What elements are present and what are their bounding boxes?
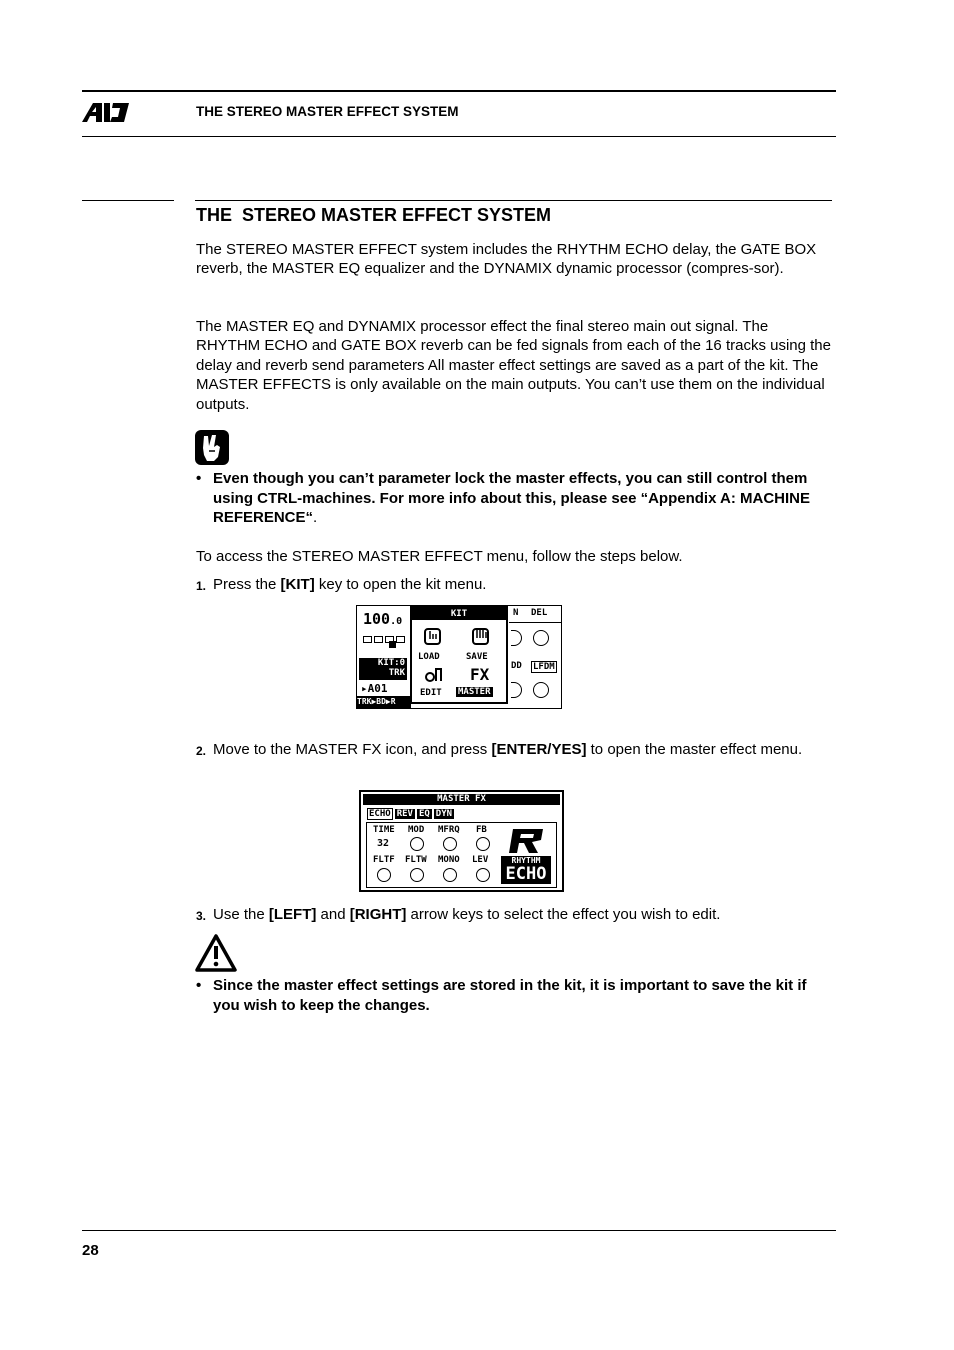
param-label: MFRQ <box>438 825 460 835</box>
brand-block <box>501 856 551 884</box>
tab-eq[interactable]: EQ <box>418 809 430 819</box>
tempo-decimal: .0 <box>390 616 403 627</box>
key-label: [LEFT] <box>268 906 317 923</box>
kit-label: KIT:0 <box>377 658 405 668</box>
bullet-dot: • <box>196 470 202 487</box>
param-label: MOD <box>408 825 425 835</box>
step-number: 2. <box>196 744 207 758</box>
step-text: and <box>316 906 350 923</box>
tab-dyn[interactable]: DYN <box>435 809 453 819</box>
right-label-lfdm: LFDM <box>533 662 555 672</box>
section-title: THE STEREO MASTER EFFECT SYSTEM <box>196 205 552 225</box>
warning-text: Since the master effect settings are stored in the kit, it is important to save the kit if you wish to keep the changes. <box>213 977 807 1014</box>
step-number: 3. <box>196 909 207 923</box>
tempo-display <box>363 610 402 628</box>
right-label-dd: DD <box>511 661 522 671</box>
tempo-value: 100 <box>363 610 391 628</box>
right-label-n: N <box>513 608 519 618</box>
tip-bullet <box>196 469 836 528</box>
param-label: FB <box>476 825 487 835</box>
knob-icon[interactable] <box>377 868 391 882</box>
knob-icon <box>511 682 522 698</box>
knob-icon <box>533 630 549 646</box>
effect-tabs <box>367 809 454 820</box>
load-icon <box>424 626 442 646</box>
header-top-rule <box>82 90 836 92</box>
knob-icon[interactable] <box>443 837 457 851</box>
knob-icon[interactable] <box>476 837 490 851</box>
time-value: 32 <box>377 838 390 849</box>
intro-paragraph: The STEREO MASTER EFFECT system includes the RHYTHM ECHO delay, the GATE BOX reverb, the MASTER EQ equalizer and the DYNAMIX dynamic processor (compres-sor). <box>196 241 817 278</box>
step-3 <box>196 905 836 925</box>
param-label: FLTF <box>373 855 395 865</box>
key-label: [RIGHT] <box>349 906 407 923</box>
param-label: FLTW <box>405 855 427 865</box>
page-number: 28 <box>82 1242 99 1259</box>
kit-trk-block <box>359 658 407 680</box>
knob-icon[interactable] <box>410 837 424 851</box>
step-text: key to open the kit menu. <box>314 576 487 593</box>
edit-icon <box>424 666 444 682</box>
rhythm-echo-logo-icon <box>507 828 547 854</box>
details-paragraph: The MASTER EQ and DYNAMIX processor effect the final stereo main out signal. The RHYTHM ECHO and GATE BOX reverb can be fed signals from each of the 16 tracks using the delay and reverb send parameters All master effect settings are saved as a part of the kit. The MASTER EFFECTS is only available on the main outputs. You can’t use them on the individual outputs. <box>196 318 831 413</box>
save-icon <box>472 626 490 646</box>
step-text: to open the master effect menu. <box>586 741 803 758</box>
edit-label: EDIT <box>420 688 442 698</box>
knob-icon[interactable] <box>410 868 424 882</box>
step-text: arrow keys to select the effect you wish to edit. <box>406 906 721 923</box>
kit-menu-screenshot <box>356 605 562 709</box>
step-2 <box>196 740 836 760</box>
key-label: [ENTER/YES] <box>491 741 587 758</box>
stop-icon <box>389 641 396 648</box>
load-label: LOAD <box>418 652 440 662</box>
header-title: THE STEREO MASTER EFFECT SYSTEM <box>196 104 459 119</box>
tip-tail: . <box>313 509 318 527</box>
param-label: LEV <box>472 855 489 865</box>
right-label-del: DEL <box>531 608 548 618</box>
steps-intro: To access the STEREO MASTER EFFECT menu, follow the steps below. <box>196 548 683 565</box>
warning-bullet <box>196 976 836 1015</box>
step-text: Move to the MASTER FX icon, and press <box>213 741 492 758</box>
margin-rule <box>82 200 174 201</box>
master-label: MASTER <box>458 687 491 697</box>
param-label: MONO <box>438 855 460 865</box>
tip-text: Even though you can’t parameter lock the master effects, you can still control them using CTRL-machines. For more info about this, please see “Appendix A: MACHINE REFERENCE“ <box>213 470 811 527</box>
key-label: [KIT] <box>280 576 315 593</box>
step-text: Use the <box>213 906 269 923</box>
header-bottom-rule <box>82 136 836 137</box>
bullet-dot: • <box>196 977 202 994</box>
section-rule <box>195 200 832 201</box>
elektron-logo-icon <box>82 103 130 122</box>
right-panel <box>509 606 561 708</box>
pattern-label: ▸A01 <box>361 682 388 695</box>
step-text: Press the <box>213 576 281 593</box>
save-label: SAVE <box>466 652 488 662</box>
tab-rev[interactable]: REV <box>396 809 413 819</box>
trk-label: TRK <box>388 668 405 678</box>
warning-triangle-icon <box>195 934 237 972</box>
brand-big: ECHO <box>505 864 547 884</box>
knob-icon <box>511 630 522 646</box>
knob-icon[interactable] <box>476 868 490 882</box>
master-fx-screenshot <box>359 790 564 892</box>
brand-small: RHYTHM <box>511 856 541 865</box>
bottom-bar: TRK▶BD▶R <box>357 696 411 708</box>
footer-rule <box>82 1230 836 1231</box>
kit-popup <box>410 606 508 704</box>
tab-echo[interactable]: ECHO <box>369 809 391 819</box>
knob-icon[interactable] <box>443 868 457 882</box>
step-1 <box>196 575 836 595</box>
hand-tip-icon <box>195 430 229 465</box>
popup-title-bar: KIT <box>412 608 506 620</box>
master-fx-title-bar: MASTER FX <box>363 794 560 805</box>
pattern-squares <box>363 628 405 647</box>
param-label: TIME <box>373 825 395 835</box>
knob-icon <box>533 682 549 698</box>
fx-icon: FX <box>470 665 490 684</box>
step-number: 1. <box>196 579 207 593</box>
